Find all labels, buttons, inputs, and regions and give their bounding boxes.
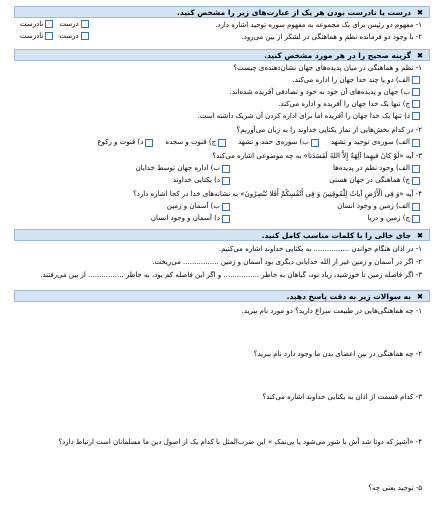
checkbox[interactable] bbox=[222, 177, 230, 185]
false-option[interactable]: نادرست bbox=[20, 20, 55, 28]
mc-options-row bbox=[20, 163, 422, 174]
mc-option[interactable]: د) تنها یک خدا جهان را آفریده اما برای اداره کردن آن شریک داشته است. bbox=[20, 111, 422, 122]
checkbox[interactable] bbox=[412, 100, 420, 108]
mc-option[interactable]: ج) هماهنگی در جهان هستی bbox=[232, 175, 422, 186]
true-option[interactable]: درست bbox=[59, 32, 90, 40]
essay-question: ۲- چه هماهنگی در بین اعضای بدن ما وجود دارد نام ببرید؟ bbox=[253, 350, 422, 358]
tf-question: ۱- مفهوم دو رئیس برای یک مجموعه به مفهوم سوره توحید اشاره دارد. bbox=[215, 21, 422, 29]
checkbox[interactable] bbox=[311, 139, 319, 147]
mc-option[interactable]: الف) زمین و وجود انسان bbox=[232, 201, 422, 212]
checkbox[interactable] bbox=[412, 215, 420, 223]
checkbox[interactable] bbox=[412, 76, 420, 84]
mc-options-row bbox=[20, 213, 422, 224]
checkbox[interactable] bbox=[222, 203, 230, 211]
mc-options-row bbox=[20, 175, 422, 186]
mc-option[interactable]: الف) وجود نظم در پدیده‌ها bbox=[232, 163, 422, 174]
tf-question: ۲- با وجود دو فرمانده نظم و هماهنگی در لشکر از بین می‌رود. bbox=[241, 33, 422, 41]
section-title: به سوالات زیر به دقت پاسخ دهید. bbox=[286, 291, 411, 301]
mc-option[interactable]: ب) سوره‌ی حمد و تشهد bbox=[238, 137, 321, 148]
mc-question: ۱- نظم و هماهنگی در میان پدیده‌های جهان نشان‌دهنده‌ی چیست؟ bbox=[233, 64, 422, 72]
section-title: گزینه صحیح را در هر مورد مشخص کنید. bbox=[264, 50, 411, 60]
checkbox[interactable] bbox=[81, 32, 89, 40]
mc-option[interactable]: د) قنوت و رکوع bbox=[97, 137, 155, 148]
mc-option[interactable]: ب) جهان و پدیده‌های آن خود به خود و تصادفی آفریده شده‌اند. bbox=[20, 87, 422, 98]
section-header-multiple-choice bbox=[14, 49, 430, 61]
tf-options bbox=[20, 32, 91, 40]
checkbox[interactable] bbox=[412, 203, 420, 211]
false-option[interactable]: نادرست bbox=[20, 32, 55, 40]
checkbox[interactable] bbox=[81, 20, 89, 28]
checkbox[interactable] bbox=[218, 139, 226, 147]
cross-icon: ✖ bbox=[416, 50, 424, 60]
essay-question: ۵- توحید یعنی چه؟ bbox=[368, 484, 422, 492]
blank-question[interactable]: ۱- در اذان هنگام خواندن ................ به یکتایی خداوند اشاره می‌کنیم. bbox=[218, 245, 422, 253]
mc-option[interactable]: د) یکتایی خداوند bbox=[173, 175, 232, 186]
section-header-fill-blank bbox=[14, 229, 430, 241]
blank-question[interactable]: ۳- اگر فاصله زمین تا خورشید، زیاد بود، گیاهان به خاطر ................ و اگر این فاصله کم بود، به خاطر ................ از بین می‌رفتند. bbox=[40, 271, 422, 279]
section-header-true-false bbox=[14, 6, 430, 18]
section-header-essay bbox=[14, 290, 430, 302]
checkbox[interactable] bbox=[412, 112, 420, 120]
mc-option[interactable]: ب) آسمان و زمین bbox=[167, 201, 232, 212]
mc-option[interactable]: ج) زمین و دریا bbox=[232, 213, 422, 224]
true-option[interactable]: درست bbox=[59, 20, 90, 28]
checkbox[interactable] bbox=[145, 139, 153, 147]
section-title: درست یا نادرست بودن هر یک از عبارت‌های زیر را مشخص کنید. bbox=[177, 7, 411, 17]
essay-question: ۳- کدام قسمت از اذان به یکتایی خداوند اشاره می‌کند؟ bbox=[262, 393, 422, 401]
checkbox[interactable] bbox=[45, 32, 53, 40]
mc-question: ۴- آیه «وَ فِی الْأَرْضِ آیاتٌ لِلْمُوقِنِینَ وَ فِی أَنْفُسِکُمْ أَفَلا تُبْصِرُونَ» به نشانه‌های خدا در کجا اشاره دارد؟ bbox=[133, 190, 422, 198]
checkbox[interactable] bbox=[222, 215, 230, 223]
mc-question: ۳- آیه «لَوْ کانَ فیهِما آلِهَةٌ إِلاَّ اللهُ لَفَسَدَتا» به چه موضوعی اشاره می‌کند؟ bbox=[212, 152, 422, 160]
mc-options-row bbox=[20, 137, 422, 148]
mc-option[interactable]: ج) قنوت و سجده bbox=[165, 137, 228, 148]
mc-option[interactable]: ب) اداره جهان توسط خدایان bbox=[136, 163, 232, 174]
mc-options-row bbox=[20, 201, 422, 212]
checkbox[interactable] bbox=[412, 165, 420, 173]
mc-option[interactable]: د) آسمان و وجود انسان bbox=[151, 213, 232, 224]
mc-option[interactable]: الف) دو یا چند خدا جهان را اداره می‌کند. bbox=[20, 75, 422, 86]
essay-question: ۱- چه هماهنگی‌هایی در طبیعت سراغ دارید؟ دو مورد نام ببرید. bbox=[241, 307, 422, 315]
mc-option[interactable]: الف) سوره‌ی توحید و تشهد bbox=[331, 137, 422, 148]
section-title: جای خالی را با کلمات مناسب کامل کنید. bbox=[261, 230, 411, 240]
blank-question[interactable]: ۲- اگر در آسمان و زمین غیر از الله خدایانی دیگری بود آسمان و زمین ................ می‌ریخت. bbox=[152, 258, 422, 266]
mc-option[interactable]: ج) تنها یک خدا جهان را آفریده و اداره می‌کند. bbox=[20, 99, 422, 110]
checkbox[interactable] bbox=[222, 165, 230, 173]
cross-icon: ✖ bbox=[416, 7, 424, 17]
checkbox[interactable] bbox=[412, 88, 420, 96]
checkbox[interactable] bbox=[45, 20, 53, 28]
mc-question: ۲- در کدام بخش‌هایی از نماز یکتایی خداوند را به زبان می‌آوریم؟ bbox=[236, 126, 422, 134]
cross-icon: ✖ bbox=[416, 230, 424, 240]
essay-question: ۴- «آشپز که دوتا شد آش یا شور می‌شود یا بی‌نمک » این ضرب‌المثل با کدام یک از اصول دین ما مسلمانان است ارتباط دارد؟ bbox=[58, 438, 422, 446]
checkbox[interactable] bbox=[412, 177, 420, 185]
tf-options bbox=[20, 20, 91, 28]
checkbox[interactable] bbox=[412, 139, 420, 147]
cross-icon: ✖ bbox=[416, 291, 424, 301]
